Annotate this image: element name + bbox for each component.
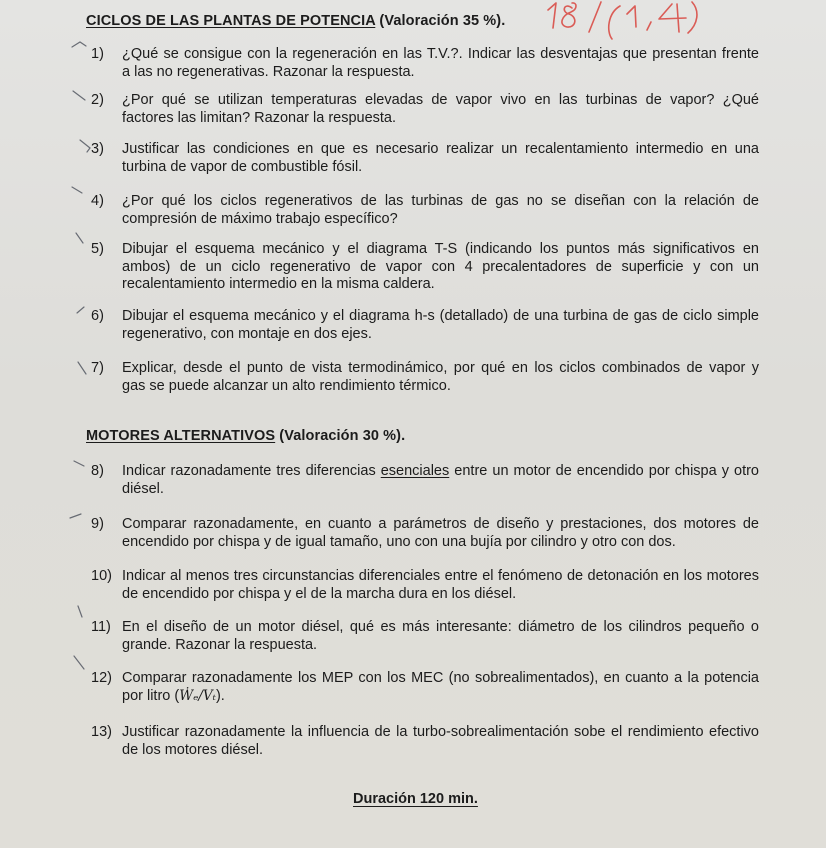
question-line: recalentamiento intermedio en la misma caldera. xyxy=(122,276,435,292)
question-line: compresión de máximo trabajo específico? xyxy=(122,210,398,227)
question-line: Dibujar el esquema mecánico y el diagrama T-S (indicando los puntos más significativos en xyxy=(122,241,759,257)
question-line xyxy=(122,463,759,481)
exam-duration: Duración 120 min. xyxy=(353,791,478,807)
question-line: Indicar al menos tres circunstancias diferenciales entre el fenómeno de detonación en los motores xyxy=(122,568,759,584)
question-line: ¿Qué se consigue con la regeneración en las T.V.?. Indicar las desventajas que presentan frente xyxy=(122,46,759,62)
text-run: Indicar razonadamente tres diferencias xyxy=(122,463,381,479)
question-line: Comparar razonadamente los MEP con los MEC (no sobrealimentados), en cuanto a la potencia xyxy=(122,670,759,686)
section-weight: (Valoración 30 %). xyxy=(275,428,406,444)
question-5 xyxy=(91,241,759,297)
question-line xyxy=(122,688,759,706)
question-line: Justificar razonadamente la influencia de la turbo-sobrealimentación sobe el rendimiento efectivo xyxy=(122,724,759,740)
text-run: entre un motor de encendido por chispa y otro xyxy=(449,463,759,479)
question-number: 3) xyxy=(91,141,104,157)
section-title: CICLOS DE LAS PLANTAS DE POTENCIA xyxy=(86,13,376,29)
question-line: a las no regenerativas. Razonar la respuesta. xyxy=(122,63,415,80)
text-run: por litro ( xyxy=(122,687,180,704)
question-line: ambos) de un ciclo regenerativo de vapor con 4 precalentadores de superficie y con un xyxy=(122,258,759,275)
question-number: 5) xyxy=(91,241,104,257)
question-number: 13) xyxy=(91,724,112,740)
question-number: 2) xyxy=(91,92,104,108)
question-number: 11) xyxy=(91,619,111,635)
question-number: 1) xyxy=(91,46,104,62)
question-number: 6) xyxy=(91,308,104,324)
question-8 xyxy=(91,463,759,503)
text-run: ). xyxy=(215,687,225,704)
section-heading-engines xyxy=(86,428,405,444)
question-number: 12) xyxy=(91,670,112,686)
question-line: gas se puede alcanzar un alto rendimiento térmico. xyxy=(122,377,451,394)
question-2 xyxy=(91,92,759,132)
question-number: 8) xyxy=(91,463,104,479)
question-13 xyxy=(91,724,759,764)
underlined-word: esenciales xyxy=(380,463,450,479)
question-number: 4) xyxy=(91,193,104,209)
question-11 xyxy=(91,619,759,659)
question-7 xyxy=(91,360,759,400)
question-line: de los motores diésel. xyxy=(122,741,264,758)
question-line: Justificar las condiciones en que es necesario realizar un recalentamiento intermedio en una xyxy=(122,141,759,157)
question-line: Comparar razonadamente, en cuanto a parámetros de diseño y prestaciones, dos motores de xyxy=(122,516,759,532)
section-heading-power-plants xyxy=(86,13,505,29)
question-line: Dibujar el esquema mecánico y el diagrama h-s (detallado) de una turbina de gas de ciclo simple xyxy=(122,308,759,324)
question-line: turbina de vapor de combustible fósil. xyxy=(122,158,363,175)
question-1 xyxy=(91,46,759,86)
question-10 xyxy=(91,568,759,608)
power-per-volume-formula: Ẇₑ/Vₜ xyxy=(179,687,216,704)
question-line: factores las limitan? Razonar la respuesta. xyxy=(122,109,397,126)
question-line: ¿Por qué los ciclos regenerativos de las turbinas de gas no se diseñan con la relación de xyxy=(122,193,759,209)
question-9 xyxy=(91,516,759,556)
question-12 xyxy=(91,670,759,710)
question-6 xyxy=(91,308,759,348)
question-4 xyxy=(91,193,759,233)
question-number: 7) xyxy=(91,360,104,376)
question-line: encendido por chispa y de igual tamaño, uno con una bujía por cilindro y otro con dos. xyxy=(122,533,676,550)
question-line: grande. Razonar la respuesta. xyxy=(122,636,318,653)
question-3 xyxy=(91,141,759,181)
section-title: MOTORES ALTERNATIVOS xyxy=(86,428,276,444)
question-line: Explicar, desde el punto de vista termodinámico, por qué en los ciclos combinados de vapor y xyxy=(122,360,759,376)
question-line: de encendido por chispa y el de la marcha dura en los diésel. xyxy=(122,585,517,602)
question-line: En el diseño de un motor diésel, qué es más interesante: diámetro de los cilindros pequeño o xyxy=(122,619,759,635)
section-weight: (Valoración 35 %). xyxy=(375,13,506,29)
question-line: ¿Por qué se utilizan temperaturas elevadas de vapor vivo en las turbinas de vapor? ¿Qué xyxy=(122,92,759,108)
question-number: 9) xyxy=(91,516,104,532)
question-line: regenerativo, con montaje en dos ejes. xyxy=(122,325,372,342)
question-number: 10) xyxy=(91,568,112,584)
question-line: diésel. xyxy=(122,480,164,497)
